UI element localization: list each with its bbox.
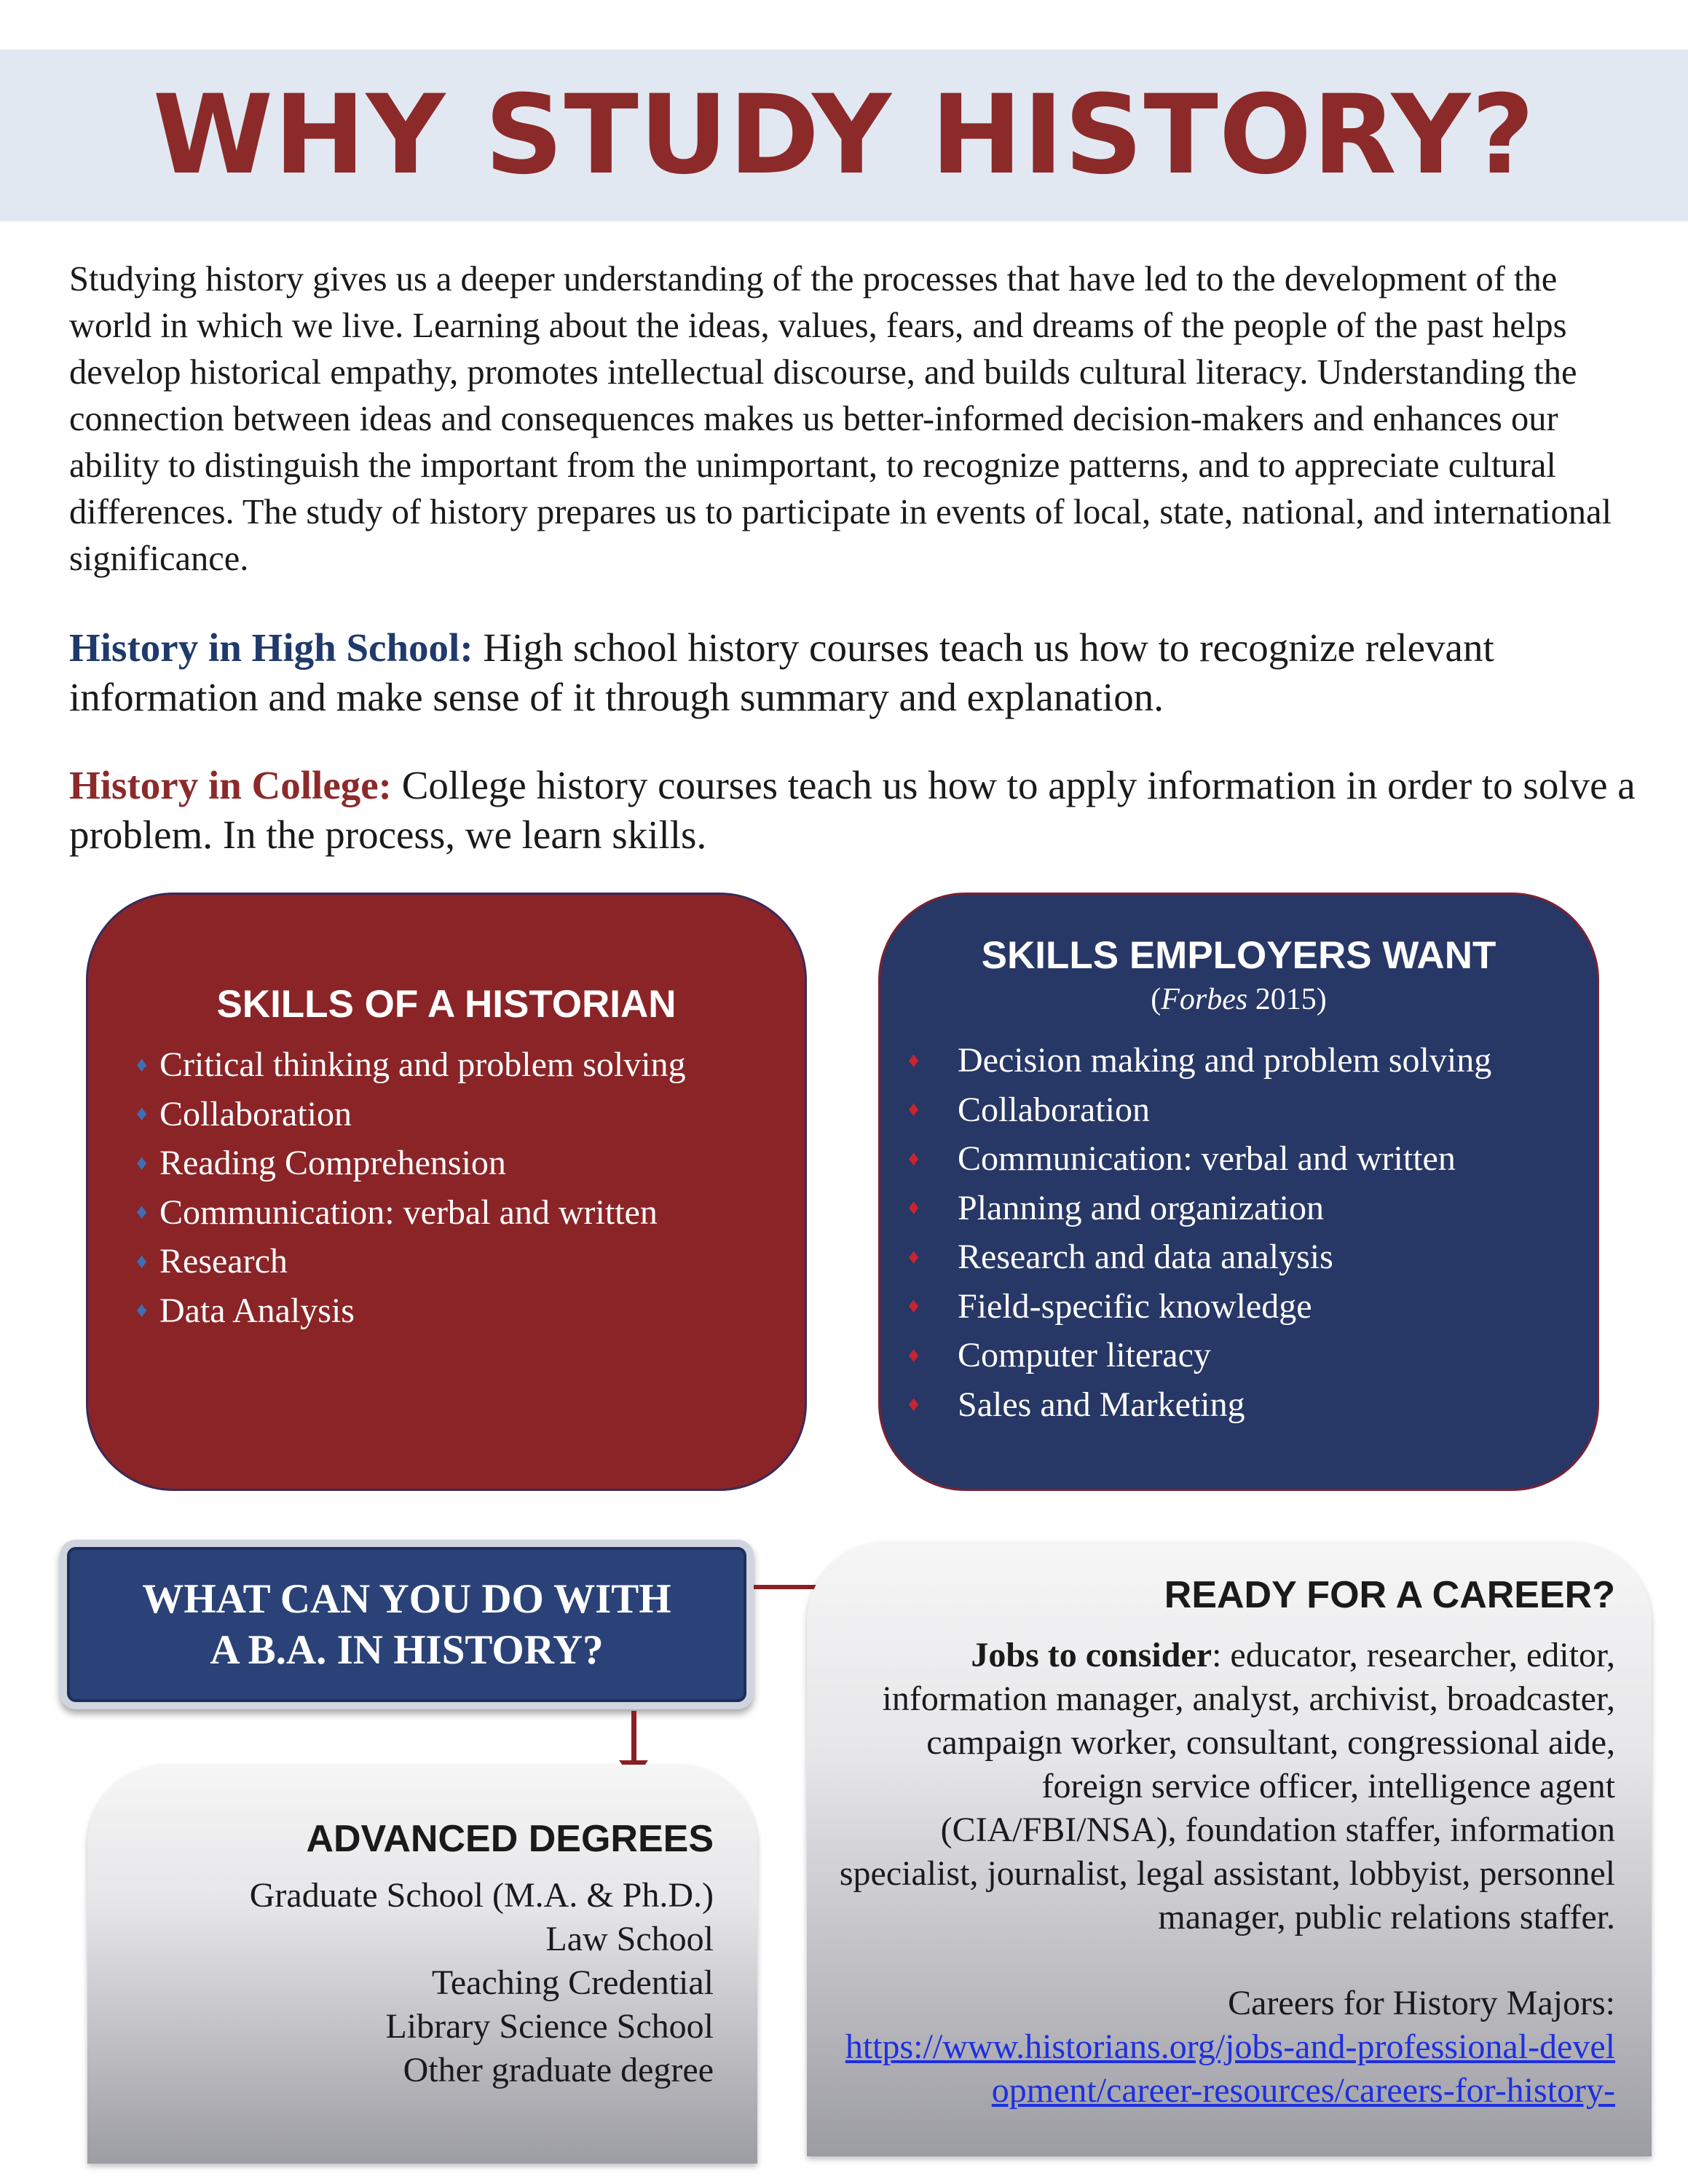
advanced-degrees-list (117, 1874, 714, 2092)
career-heading: READY FOR A CAREER? (1164, 1574, 1615, 1616)
careers-link[interactable]: https://www.historians.org/jobs-and-professional-development/career-resources/careers-for-history- (845, 2027, 1615, 2110)
diamond-bullet-icon: ♦ (136, 1101, 148, 1126)
skill-label: Communication: verbal and written (958, 1139, 1456, 1179)
list-item: Other graduate degree (403, 2051, 714, 2089)
intro-paragraph: Studying history gives us a deeper understanding of the processes that have led to the development of the world in which we live. Learning about the ideas, values, fears, and dreams of the people of the past helps develop historical empathy, promotes intellectual discourse, and builds cultural literacy. Understanding the connection between ideas and consequences makes us better-informed decision-makers and enhances our ability to distinguish the important from the unimportant, to recognize patterns, and to appreciate cultural differences. The study of history prepares us to participate in events of local, state, national, and international significance. (69, 260, 1612, 578)
diamond-bullet-icon: ♦ (136, 1150, 148, 1175)
diamond-bullet-icon: ♦ (908, 1392, 920, 1417)
list-item (908, 1380, 1491, 1430)
skill-label: Planning and organization (958, 1188, 1325, 1227)
skill-label: Collaboration (958, 1090, 1150, 1129)
list-item (136, 1139, 686, 1188)
skills-historian-heading: SKILLS OF A HISTORIAN (216, 983, 677, 1026)
diamond-bullet-icon: ♦ (136, 1298, 148, 1323)
list-item (136, 1286, 686, 1336)
list-item: Teaching Credential (431, 1963, 714, 2002)
skill-label: Reading Comprehension (159, 1144, 506, 1183)
ba-box-line-1: WHAT CAN YOU DO WITH (142, 1575, 671, 1622)
high-school-text: High school history courses teach us how to recognize relevant information and make sense of it through summary and explanation. (69, 625, 1494, 719)
skills-employers-list (908, 1036, 1491, 1429)
skill-label: Research and data analysis (958, 1238, 1333, 1277)
diamond-bullet-icon: ♦ (908, 1342, 920, 1367)
skill-label: Collaboration (159, 1094, 352, 1133)
skill-label: Decision making and problem solving (958, 1041, 1492, 1080)
list-item: Library Science School (385, 2007, 714, 2046)
jobs-label: Jobs to consider (971, 1636, 1212, 1674)
list-item: Law School (545, 1920, 714, 1958)
diamond-bullet-icon: ♦ (908, 1048, 920, 1072)
skill-label: Data Analysis (159, 1291, 355, 1330)
diamond-bullet-icon: ♦ (908, 1294, 920, 1318)
college-paragraph (69, 761, 1642, 860)
ba-box-line-2: A B.A. IN HISTORY? (210, 1626, 604, 1673)
jobs-paragraph (836, 1634, 1615, 1939)
diamond-bullet-icon: ♦ (908, 1244, 920, 1269)
list-item (136, 1090, 686, 1139)
jobs-text: : educator, researcher, editor, information manager, analyst, archivist, broadcaster, campaign worker, consultant, congressional aide, foreign service officer, intelligence agent (CIA/FBI/NSA), foundation staffer, information specialist, journalist, legal assistant, lobbyist, personnel manager, public relations staffer. (839, 1636, 1615, 1936)
list-item (136, 1188, 686, 1238)
list-item (908, 1134, 1491, 1184)
page-title: WHY STUDY HISTORY? (152, 72, 1536, 199)
list-item (136, 1040, 686, 1090)
list-item (908, 1036, 1491, 1085)
skill-label: Field-specific knowledge (958, 1286, 1312, 1326)
list-item (908, 1331, 1491, 1380)
career-card (807, 1542, 1652, 2156)
diamond-bullet-icon: ♦ (136, 1200, 148, 1224)
diamond-bullet-icon: ♦ (136, 1249, 148, 1273)
list-item (136, 1237, 686, 1286)
college-label: History in College: (69, 763, 392, 807)
title-banner (0, 50, 1688, 221)
list-item (908, 1085, 1491, 1135)
skills-historian-list (136, 1040, 686, 1335)
skill-label: Computer literacy (958, 1336, 1211, 1375)
skill-label: Research (159, 1242, 288, 1281)
diamond-bullet-icon: ♦ (908, 1146, 920, 1171)
source-publication: Forbes (1161, 983, 1248, 1016)
college-text: College history courses teach us how to apply information in order to solve a problem. In the process, we learn skills. (69, 763, 1636, 857)
diamond-bullet-icon: ♦ (136, 1052, 148, 1077)
diamond-bullet-icon: ♦ (908, 1195, 920, 1220)
careers-link-label: Careers for History Majors: (1228, 1984, 1615, 2022)
high-school-paragraph (69, 623, 1642, 722)
skill-label: Sales and Marketing (958, 1385, 1245, 1424)
advanced-degrees-card (87, 1765, 757, 2164)
list-item (908, 1282, 1491, 1332)
skill-label: Communication: verbal and written (159, 1192, 658, 1232)
skills-historian-card (86, 893, 807, 1491)
skills-employers-heading: SKILLS EMPLOYERS WANT (981, 934, 1496, 977)
list-item (908, 1184, 1491, 1233)
high-school-label: History in High School: (69, 625, 473, 670)
list-item (908, 1233, 1491, 1282)
advanced-degrees-heading: ADVANCED DEGREES (306, 1818, 714, 1860)
skills-employers-card (878, 893, 1599, 1491)
list-item: Graduate School (M.A. & Ph.D.) (249, 1876, 714, 1915)
skill-label: Critical thinking and problem solving (159, 1045, 686, 1085)
ba-history-box (60, 1540, 754, 1709)
skills-employers-source: (Forbes 2015) (1151, 983, 1327, 1016)
diamond-bullet-icon: ♦ (908, 1097, 920, 1122)
